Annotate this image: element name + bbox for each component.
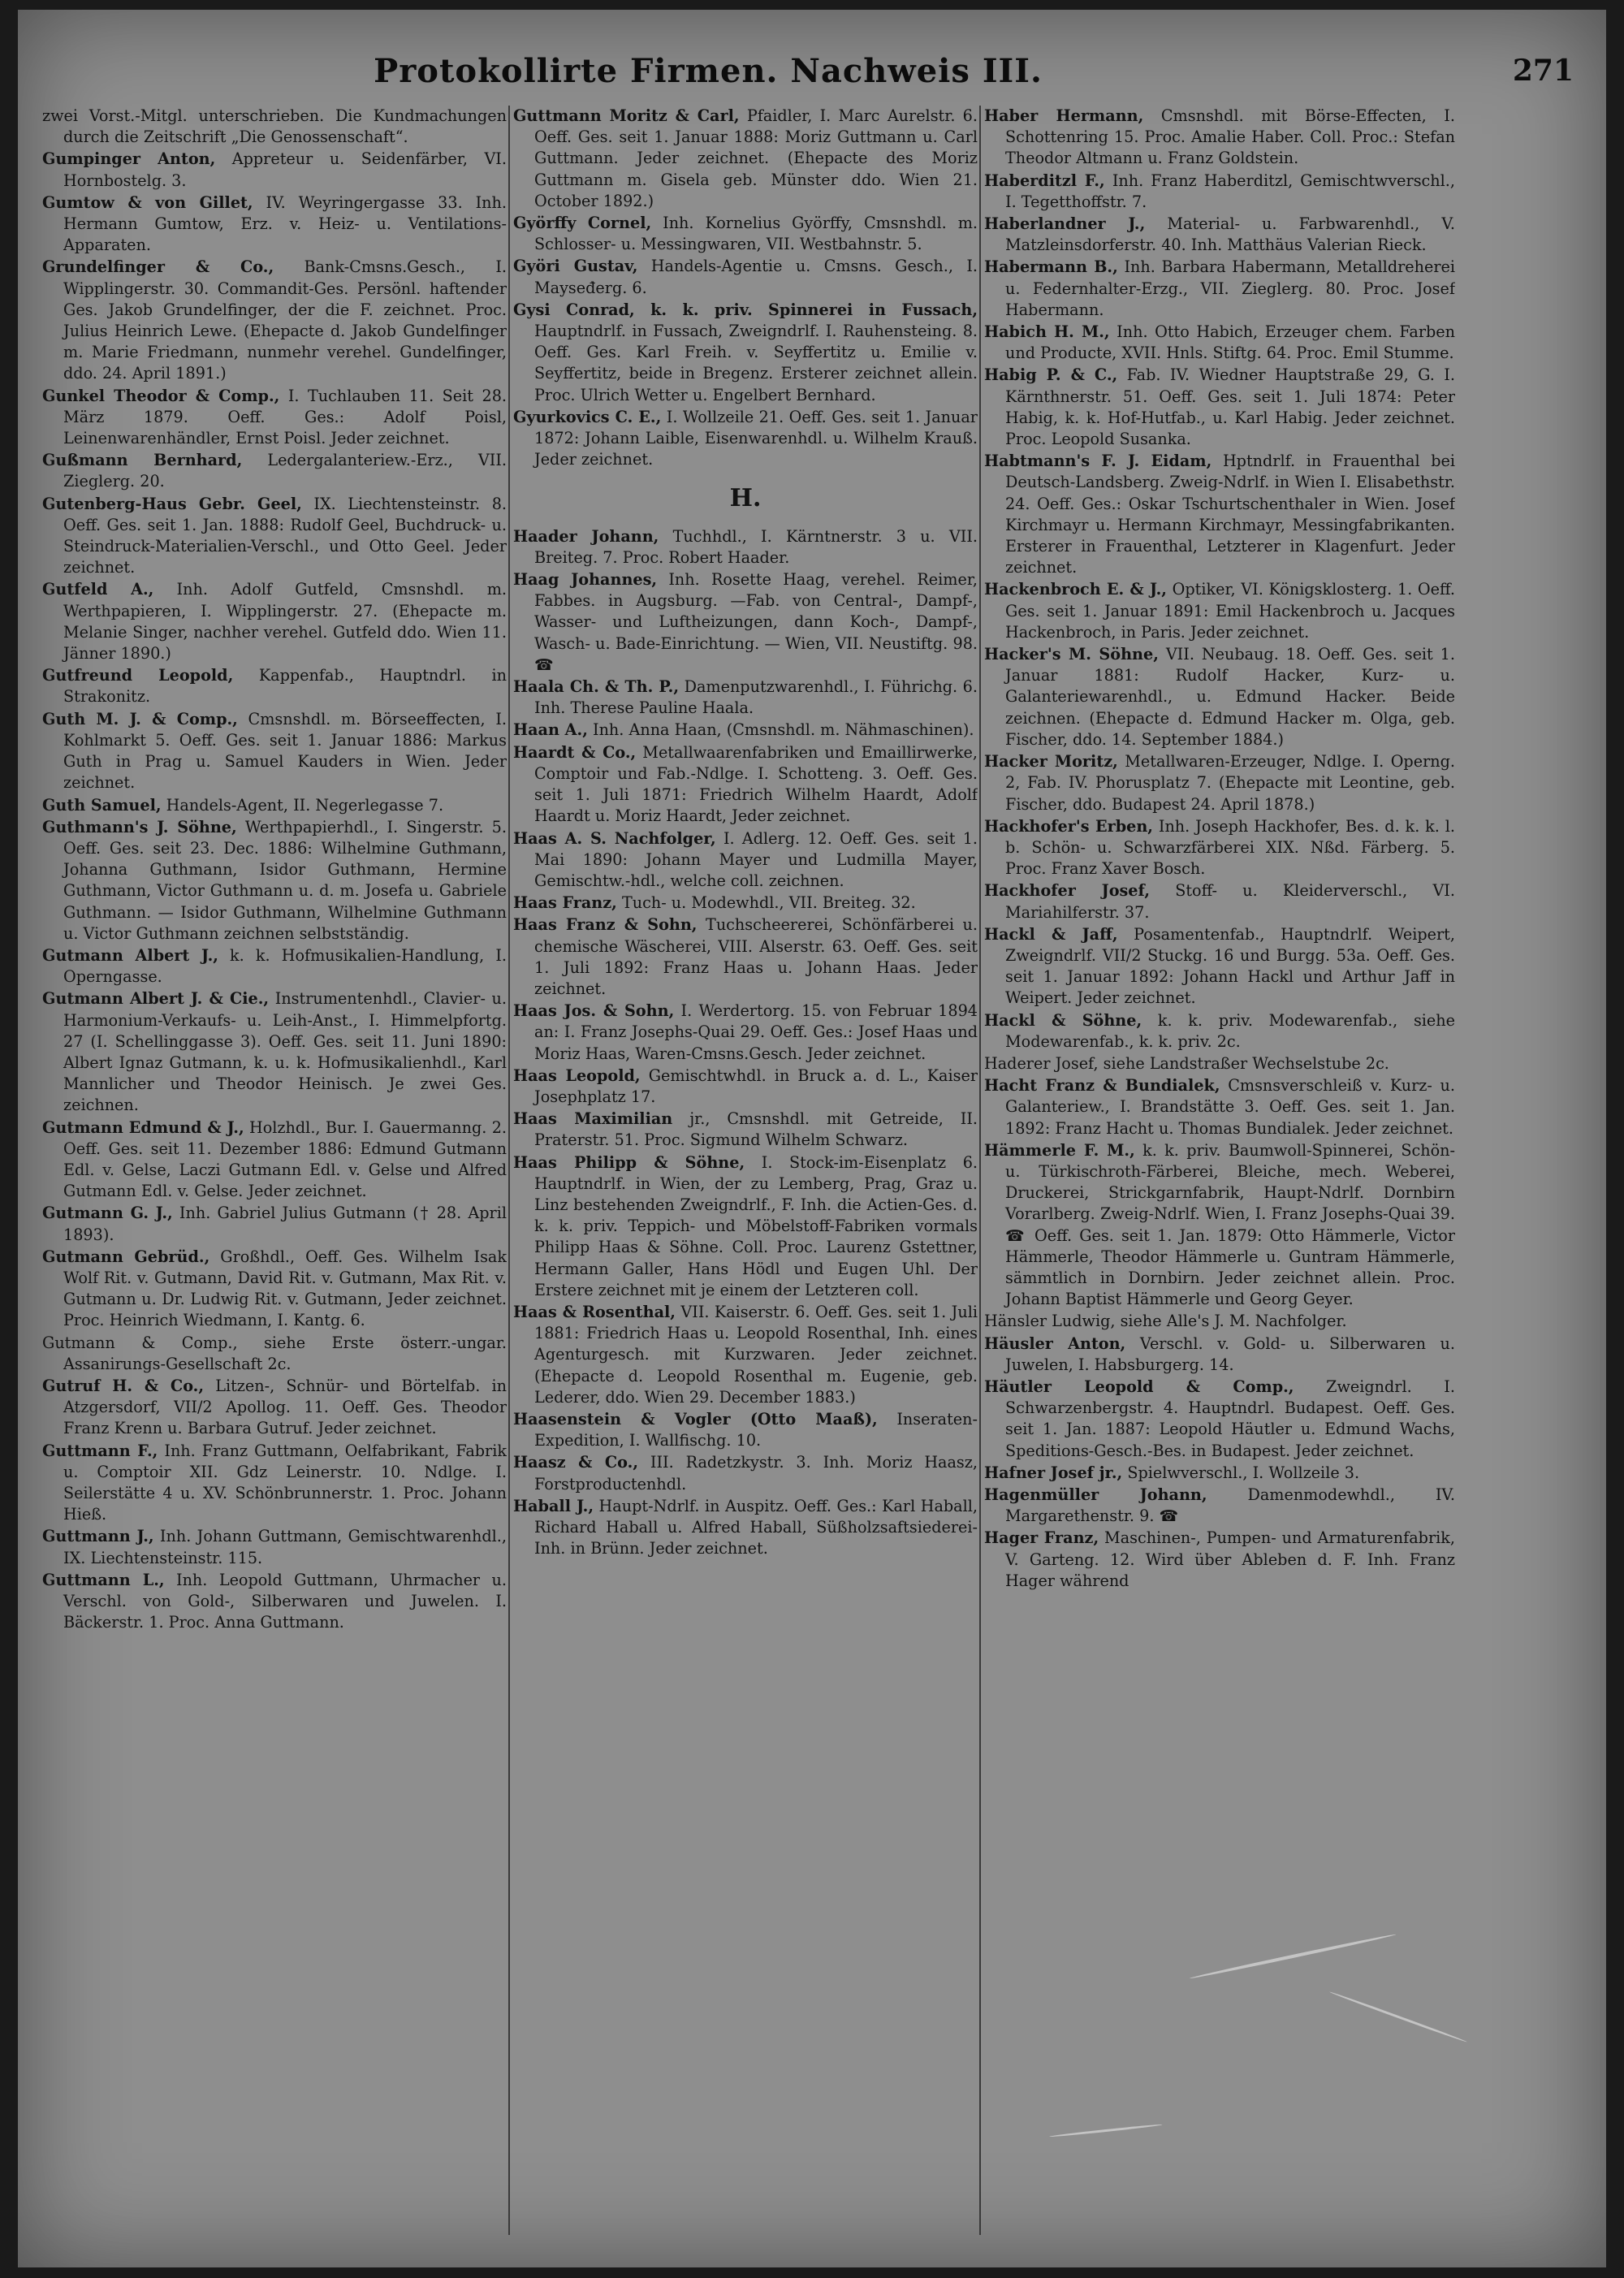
firm-name: Grundelfinger & Co., — [42, 257, 274, 277]
firm-name: Hagenmüller Johann, — [984, 1485, 1207, 1504]
firm-name: Haan A., — [513, 720, 588, 740]
firm-name: Habermann B., — [984, 257, 1118, 277]
firm-name: Haas A. S. Nachfolger, — [513, 828, 716, 848]
firm-name: Habich H. M., — [984, 322, 1110, 342]
firm-name: Guthmann's J. Söhne, — [42, 817, 237, 836]
firm-name: Guttmann F., — [42, 1441, 158, 1460]
firm-name: Gutenberg-Haus Gebr. Geel, — [42, 494, 302, 513]
firm-entry — [42, 192, 507, 257]
firm-name: Haasz & Co., — [513, 1453, 638, 1472]
firm-details: VII. Neubaug. 18. Oeff. Ges. seit 1. Januar 1881: Rudolf Hacker, Kurz- u. Galanteriewarenhdl., u. Edmund Hacker. Beide zeichnen. (Ehepacte d. Edmund Hacker m. Olga, geb. Fischer, ddo. 14. September 1884.) — [1005, 645, 1455, 749]
firm-entry — [513, 1001, 978, 1065]
firm-name: Gußmann Bernhard, — [42, 451, 243, 470]
firm-name: Hacker Moritz, — [984, 752, 1118, 772]
firm-entry — [42, 1333, 507, 1375]
column-divider — [508, 106, 510, 2235]
firm-name: Haas Jos. & Sohn, — [513, 1001, 675, 1021]
firm-details: k. k. priv. Modewarenfab., siehe Modewarenfab., k. k. priv. 2c. — [1005, 1010, 1455, 1051]
firm-entry — [984, 365, 1455, 450]
firm-details: Inseraten-Expedition, I. Wallfischg. 10. — [534, 1409, 978, 1450]
firm-details: k. k. priv. Baumwoll-Spinnerei, Schön- u. Türkischroth-Färberei, Bleiche, mech. Weberei, Druckerei, Strickgarnfabrik, Haupt-Ndrlf. Dornbirn Vorarlberg. Zweig-Ndrlf. Wien, I. Franz Josephs-Quai 39. ☎ Oeff. Ges. seit 1. Jan. 1879: Otto Hämmerle, Victor Hämmerle, Theodor Hämmerle u. Guntram Hämmerle, sämmtlich in Dornbirn. Jeder zeichnet allein. Proc. Johann Baptist Hämmerle und Georg Geyer. — [1005, 1140, 1455, 1309]
firm-details: Hänsler Ludwig, siehe Alle's J. M. Nachfolger. — [984, 1312, 1347, 1331]
firm-details: Cmsnshdl. m. Börseeffecten, I. Kohlmarkt 5. Oeff. Ges. seit 1. Januar 1886: Markus Guth in Prag u. Samuel Kauders in Wien. Jeder zeichnet. — [63, 709, 507, 793]
firm-entry — [984, 1010, 1455, 1053]
firm-name: Haas & Rosenthal, — [513, 1302, 676, 1321]
firm-entry — [42, 450, 507, 492]
firm-name: Hacker's M. Söhne, — [984, 645, 1159, 664]
firm-name: Haber Hermann, — [984, 106, 1144, 125]
firm-name: Gunkel Theodor & Comp., — [42, 386, 280, 405]
firm-entry — [984, 751, 1455, 815]
firm-entry — [42, 579, 507, 664]
firm-name: Haardt & Co., — [513, 742, 637, 762]
firm-details: I. Werdertorg. 15. von Februar 1894 an: I. Franz Josephs-Quai 29. Oeff. Ges.: Josef Haas und Moriz Haas, Waren-Cmsns.Gesch. Jeder zeichnet. — [534, 1001, 978, 1063]
firm-entry — [42, 988, 507, 1116]
firm-entry — [42, 945, 507, 988]
firm-name: Hämmerle F. M., — [984, 1140, 1135, 1160]
firm-entry — [984, 1485, 1455, 1527]
firm-details: Metallwaarenfabriken und Emaillirwerke, Comptoir und Fab.-Ndlge. I. Schotteng. 3. Oeff. Ges. seit 1. Juli 1871: Friedrich Wilhelm Haardt, Adolf Haardt u. Moriz Haardt, Jeder zeichnet. — [534, 742, 978, 826]
firm-name: Haader Johann, — [513, 526, 659, 546]
firm-details: Großhdl., Oeff. Ges. Wilhelm Isak Wolf Rit. v. Gutmann, David Rit. v. Gutmann, Max Rit. v. Gutmann u. Dr. Ludwig Rit. v. Gutmann, Jeder zeichnet. Proc. Heinrich Wiedmann, I. Kantg. 6. — [63, 1247, 507, 1330]
firm-entry — [42, 386, 507, 450]
firm-details: Inh. Kornelius Györffy, Cmsnshdl. m. Schlosser- u. Messingwaren, VII. Westbahnstr. 5. — [534, 214, 978, 254]
firm-details: Inh. Johann Guttmann, Gemischtwarenhdl., IX. Liechtensteinstr. 115. — [63, 1527, 507, 1567]
firm-name: Hacht Franz & Bundialek, — [984, 1076, 1220, 1096]
firm-entry — [513, 256, 978, 298]
firm-entry — [42, 665, 507, 707]
firm-entry — [513, 742, 978, 828]
firm-details: Holzhdl., Bur. I. Gauermanng. 2. Oeff. Ges. seit 11. Dezember 1886: Edmund Gutmann Edl. v. Gelse, Laczi Gutmann Edl. v. Gelse und Alfred Gutmann Edl. v. Gelse. Jeder zeichnet. — [63, 1117, 507, 1201]
firm-details: I. Stock-im-Eisenplatz 6. Hauptndrlf. in Wien, der zu Lemberg, Prag, Graz u. Linz bestehenden Zweigndrlf., F. Inh. die Actien-Ges. d. k. k. priv. Teppich- und Möbelstoff-Fabriken vormals Philipp Haas & Söhne. Coll. Proc. Laurenz Gstettner, Hermann Galler, Hans Hödl und Eugen Uhl. Der Erstere zeichnet mit je einem der Letzteren coll. — [534, 1152, 978, 1299]
firm-entry — [984, 1053, 1455, 1074]
firm-details: Inh. Anna Haan, (Cmsnshdl. m. Nähmaschinen). — [592, 720, 974, 740]
firm-details: Inh. Franz Guttmann, Oelfabrikant, Fabrik u. Comptoir XII. Gdz Leinerstr. 10. Ndlge. I. Seilerstätte 4 u. XV. Schönbrunnerstr. 1. Proc. Johann Hieß. — [63, 1441, 507, 1524]
firm-entry — [513, 893, 978, 914]
text-column-middle — [513, 106, 978, 2243]
firm-name: Gysi Conrad, k. k. priv. Spinnerei in Fussach, — [513, 300, 978, 319]
firm-details: Tuch- u. Modewhdl., VII. Breiteg. 32. — [621, 893, 916, 913]
firm-name: Gumpinger Anton, — [42, 149, 216, 169]
firm-entry — [513, 1452, 978, 1494]
firm-entry — [984, 171, 1455, 213]
firm-entry — [513, 569, 978, 676]
firm-name: Guttmann Moritz & Carl, — [513, 106, 740, 125]
firm-details: Optiker, VI. Königsklosterg. 1. Oeff. Ges. seit 1. Januar 1891: Emil Hackenbroch u. Jacques Hackenbroch, in Paris. Jeder zeichnet. — [1005, 580, 1455, 642]
firm-name: Hackhofer's Erben, — [984, 816, 1153, 836]
firm-entry — [42, 257, 507, 384]
firm-details: zwei Vorst.-Mitgl. unterschrieben. Die Kundmachungen durch die Zeitschrift „Die Genossenschaft“. — [42, 106, 507, 147]
firm-details: Inh. Joseph Hackhofer, Bes. d. k. k. l. b. Schön- u. Schwarzfärberei XIX. Nßd. Färberg. 5. Proc. Franz Xaver Bosch. — [1005, 816, 1455, 879]
firm-name: Gyurkovics C. E., — [513, 407, 662, 426]
firm-details: Fab. IV. Wiedner Hauptstraße 29, G. I. Kärnthnerstr. 51. Oeff. Ges. seit 1. Juli 1874: Peter Habig, k. k. Hof-Hutfab., u. Karl Habig. Jeder zeichnet. Proc. Leopold Susanka. — [1005, 365, 1455, 449]
page-header — [18, 52, 1606, 109]
document-page — [18, 10, 1606, 2267]
firm-entry — [984, 1463, 1455, 1484]
firm-entry — [984, 257, 1455, 321]
firm-name: Hackl & Jaff, — [984, 924, 1118, 944]
firm-name: Haberditzl F., — [984, 171, 1105, 190]
firm-details: Werthpapierhdl., I. Singerstr. 5. Oeff. Ges. seit 23. Dec. 1886: Wilhelmine Guthmann, Johanna Guthmann, Isidor Guthmann, Hermine Guthmann, Victor Guthmann u. d. m. Josefa u. Gabriele Guthmann. — Isidor Guthmann, Wilhelmine Guthmann u. Victor Guthmann zeichnen selbstständig. — [63, 817, 507, 943]
firm-details: Damenmodewhdl., IV. Margarethenstr. 9. ☎ — [1005, 1485, 1455, 1526]
firm-entry — [984, 451, 1455, 578]
firm-name: Hafner Josef jr., — [984, 1463, 1123, 1482]
firm-entry — [984, 214, 1455, 256]
firm-details: IX. Liechtensteinstr. 8. Oeff. Ges. seit 1. Jan. 1888: Rudolf Geel, Buchdruck- u. Steindruck-Materialien-Verschl., und Otto Geel. Jeder zeichnet. — [63, 494, 507, 577]
firm-name: Haala Ch. & Th. P., — [513, 677, 680, 697]
firm-entry — [984, 924, 1455, 1009]
firm-name: Hager Franz, — [984, 1528, 1099, 1548]
firm-entry — [984, 1528, 1455, 1592]
firm-name: Györffy Cornel, — [513, 214, 652, 233]
firm-entry — [42, 1247, 507, 1332]
firm-details: jr., Cmsnshdl. mit Getreide, II. Praterstr. 51. Proc. Sigmund Wilhelm Schwarz. — [534, 1109, 978, 1150]
firm-details: Maschinen-, Pumpen- und Armaturenfabrik, V. Garteng. 12. Wird über Ableben d. F. Inh. Franz Hager während — [1005, 1528, 1455, 1590]
firm-details: Inh. Otto Habich, Erzeuger chem. Farben und Producte, XVII. Hnls. Stiftg. 64. Proc. Emil Stumme. — [1005, 322, 1455, 363]
firm-entry — [984, 880, 1455, 923]
firm-name: Gumtow & von Gillet, — [42, 192, 253, 212]
firm-entry — [984, 1334, 1455, 1376]
firm-name: Guth Samuel, — [42, 795, 162, 815]
firm-details: Haupt-Ndrlf. in Auspitz. Oeff. Ges.: Karl Haball, Richard Haball u. Alfred Haball, Süßholzsaftsiederei-Inh. in Brünn. Jeder zeichnet. — [534, 1496, 978, 1558]
firm-name: Guttmann J., — [42, 1527, 154, 1546]
firm-entry — [42, 709, 507, 794]
firm-entry — [513, 300, 978, 406]
firm-entry — [513, 526, 978, 568]
firm-details: Cmsnshdl. mit Börse-Effecten, I. Schottenring 15. Proc. Amalie Haber. Coll. Proc.: Stefan Theodor Altmann u. Franz Goldstein. — [1005, 106, 1455, 168]
firm-details: Verschl. v. Gold- u. Silberwaren u. Juwelen, I. Habsburgerg. 14. — [1005, 1334, 1455, 1374]
firm-details: Zweigndrl. I. Schwarzenbergstr. 4. Hauptndrl. Budapest. Oeff. Ges. seit 1. Jan. 1887: Leopold Häutler u. Edmund Wachs, Speditions-Gesch.-Bes. in Budapest. Jeder zeichnet. — [1005, 1377, 1455, 1460]
firm-name: Haberlandner J., — [984, 214, 1146, 234]
firm-name: Haasenstein & Vogler (Otto Maaß), — [513, 1409, 878, 1429]
firm-entry — [42, 1117, 507, 1203]
firm-name: Haag Johannes, — [513, 570, 658, 590]
firm-name: Häutler Leopold & Comp., — [984, 1377, 1294, 1396]
firm-details: Ledergalanteriew.-Erz., VII. Zieglerg. 20. — [63, 451, 507, 491]
firm-details: Haderer Josef, siehe Landstraßer Wechselstube 2c. — [984, 1053, 1389, 1073]
firm-entry — [513, 1409, 978, 1451]
firm-entry — [513, 1109, 978, 1151]
firm-entry — [984, 1140, 1455, 1311]
firm-details: Hptndrlf. in Frauenthal bei Deutsch-Landsberg. Zweig-Ndrlf. in Wien I. Elisabethstr. 24. Oeff. Ges.: Oskar Tschurtschenthaler in Wien. Josef Kirchmayr u. Hermann Kirchmayr, Messingfabrikanten. Ersterer in Frauenthal, Letzterer in Klagenfurt. Jeder zeichnet. — [1005, 452, 1455, 577]
firm-name: Guth M. J. & Comp., — [42, 709, 238, 728]
column-divider — [979, 106, 981, 2235]
firm-entry — [513, 407, 978, 471]
firm-entry — [513, 106, 978, 212]
page-number: 271 — [1512, 54, 1574, 88]
firm-details: Metallwaren-Erzeuger, Ndlge. I. Operng. 2, Fab. IV. Phorusplatz 7. (Ehepacte mit Leontine, geb. Fischer, ddo. Budapest 24. April 1878.) — [1005, 752, 1455, 814]
firm-name: Häusler Anton, — [984, 1334, 1126, 1353]
firm-entry — [984, 322, 1455, 364]
section-letter: H. — [729, 484, 762, 513]
firm-details: I. Wollzeile 21. Oeff. Ges. seit 1. Januar 1872: Johann Laible, Eisenwarenhdl. u. Wilhelm Krauß. Jeder zeichnet. — [534, 407, 978, 469]
firm-name: Haas Franz & Sohn, — [513, 915, 698, 935]
firm-entry — [984, 816, 1455, 880]
firm-details: Inh. Leopold Guttmann, Uhrmacher u. Verschl. von Gold-, Silberwaren und Juwelen. I. Bäckerstr. 1. Proc. Anna Guttmann. — [63, 1570, 507, 1632]
firm-details: Hauptndrlf. in Fussach, Zweigndrlf. I. Rauhensteing. 8. Oeff. Ges. Karl Freih. v. Seyffertitz u. Emilie v. Seyffertitz, beide in Bregenz. Ersterer zeichnet allein. Proc. Ulrich Wetter u. Engelbert Bernhard. — [534, 322, 978, 404]
firm-details: Posamentenfab., Hauptndrlf. Weipert, Zweigndrlf. VII/2 Stuckg. 16 und Burgg. 53a. Oeff. Ges. seit 1. Januar 1892: Johann Hackl und Arthur Jaff in Weipert. Jeder zeichnet. — [1005, 924, 1455, 1008]
firm-entry — [984, 579, 1455, 643]
page-title: Protokollirte Firmen. Nachweis III. — [374, 52, 1043, 90]
firm-details: I. Adlerg. 12. Oeff. Ges. seit 1. Mai 1890: Johann Mayer und Ludmilla Mayer, Gemischtw.-hdl., welche coll. zeichnen. — [534, 828, 978, 890]
firm-name: Haas Leopold, — [513, 1066, 641, 1085]
firm-details: Tuchscheererei, Schönfärberei u. chemische Wäscherei, VIII. Alserstr. 63. Oeff. Ges. seit 1. Juli 1892: Franz Haas u. Johann Haas. Jeder zeichnet. — [534, 915, 978, 998]
firm-name: Gutruf H. & Co., — [42, 1376, 205, 1395]
firm-entry — [513, 213, 978, 255]
firm-name: Gutmann Albert J. & Cie., — [42, 989, 270, 1009]
firm-name: Gutmann Edmund & J., — [42, 1117, 244, 1137]
firm-name: Habig P. & C., — [984, 365, 1118, 385]
firm-name: Gutmann G. J., — [42, 1204, 173, 1223]
firm-details: Litzen-, Schnür- und Börtelfab. in Atzgersdorf, VII/2 Apollog. 11. Oeff. Ges. Theodor Franz Krenn u. Barbara Gutruf. Jeder zeichnet. — [63, 1376, 507, 1438]
firm-entry — [42, 494, 507, 579]
firm-details: Damenputzwarenhdl., I. Führichg. 6. Inh. Therese Pauline Haala. — [534, 677, 978, 718]
firm-entry — [42, 1441, 507, 1526]
firm-name: Gutfreund Leopold, — [42, 666, 234, 685]
firm-entry — [513, 1302, 978, 1408]
firm-name: Haas Maximilian — [513, 1109, 673, 1129]
firm-name: Haas Franz, — [513, 893, 617, 913]
firm-details: Handels-Agent, II. Negerlegasse 7. — [166, 795, 444, 815]
firm-details: Inh. Rosette Haag, verehel. Reimer, Fabbes. in Augsburg. —Fab. von Central-, Dampf-, Wasser- und Luftheizungen, dann Koch-, Dampf-, Wasch- u. Bade-Einrichtung. — Wien, VII. Neustiftg. 98. ☎ — [534, 570, 978, 674]
firm-entry — [42, 149, 507, 191]
firm-name: Györi Gustav, — [513, 257, 638, 276]
firm-entry — [984, 1377, 1455, 1462]
firm-name: Habtmann's F. J. Eidam, — [984, 452, 1212, 471]
firm-entry — [513, 1152, 978, 1301]
firm-entry — [984, 106, 1455, 170]
firm-details: Tuchhdl., I. Kärntnerstr. 3 u. VII. Breiteg. 7. Proc. Robert Haader. — [534, 526, 978, 567]
firm-entry — [42, 1570, 507, 1634]
firm-entry — [42, 106, 507, 148]
firm-details: Cmsnsverschleiß v. Kurz- u. Galanteriew., I. Brandstätte 3. Oeff. Ges. seit 1. Jan. 1892: Franz Hacht u. Thomas Bundialek. Jeder zeichnet. — [1005, 1076, 1455, 1138]
firm-details: Inh. Gabriel Julius Gutmann († 28. April 1893). — [63, 1204, 507, 1244]
firm-entry — [42, 1203, 507, 1245]
firm-details: III. Radetzkystr. 3. Inh. Moriz Haasz, Forstproductenhdl. — [534, 1453, 978, 1493]
text-column-right — [984, 106, 1455, 2243]
firm-details: IV. Weyringergasse 33. Inh. Hermann Gumtow, Erz. v. Heiz- u. Ventilations-Apparaten. — [63, 192, 507, 255]
firm-name: Haas Philipp & Söhne, — [513, 1152, 745, 1172]
firm-entry — [42, 817, 507, 944]
firm-details: Handels-Agentie u. Cmsns. Gesch., I. Mayseđerg. 6. — [534, 257, 978, 297]
firm-name: Guttmann L., — [42, 1570, 165, 1589]
firm-name: Hackenbroch E. & J., — [984, 580, 1167, 599]
firm-entry — [984, 1311, 1455, 1332]
firm-entry — [42, 1376, 507, 1440]
firm-entry — [984, 1075, 1455, 1139]
firm-entry — [513, 828, 978, 893]
firm-entry — [42, 1526, 507, 1568]
firm-entry — [513, 676, 978, 719]
firm-details: Kappenfab., Hauptndrl. in Strakonitz. — [63, 666, 507, 707]
firm-details: Stoff- u. Kleiderverschl., VI. Mariahilferstr. 37. — [1005, 881, 1455, 922]
firm-details: Spielwverschl., I. Wollzeile 3. — [1127, 1463, 1360, 1482]
firm-name: Gutmann Gebrüd., — [42, 1247, 210, 1266]
firm-details: k. k. Hofmusikalien-Handlung, I. Operngasse. — [63, 945, 507, 987]
firm-name: Haball J., — [513, 1496, 594, 1515]
firm-details: Inh. Barbara Habermann, Metalldreherei u. Federnhalter-Erzg., VII. Zieglerg. 80. Proc. Josef Habermann. — [1005, 257, 1455, 319]
firm-details: Appreteur u. Seidenfärber, VI. Hornbostelg. 3. — [63, 149, 507, 190]
firm-details: Instrumentenhdl., Clavier- u. Harmonium-Verkaufs- u. Leih-Anst., I. Himmelpfortg. 27 (I. Schellinggasse 3). Oeff. Ges. seit 11. Juni 1890: Albert Ignaz Gutmann, k. u. k. Hofmusikalienhdl., Karl Mannlicher und Theodor Heinisch. Je zwei Ges. zeichnen. — [63, 989, 507, 1115]
firm-details: Pfaidler, I. Marc Aurelstr. 6. Oeff. Ges. seit 1. Januar 1888: Moriz Guttmann u. Carl Guttmann. Jeder zeichnet. (Ehepacte des Moriz Guttmann m. Gisela geb. Münster ddo. Wien 21. October 1892.) — [534, 106, 978, 210]
firm-details: Inh. Franz Haberditzl, Gemischtwverschl., I. Tegetthoffstr. 7. — [1005, 171, 1455, 211]
firm-entry — [513, 914, 978, 1000]
firm-entry — [42, 795, 507, 816]
firm-entry — [513, 720, 978, 741]
firm-name: Hackl & Söhne, — [984, 1010, 1142, 1030]
firm-details: Bank-Cmsns.Gesch., I. Wipplingerstr. 30. Commandit-Ges. Persönl. haftender Ges. Jakob Grundelfinger, der die F. zeichnet. Proc. Julius Heinrich Lewe. (Ehepacte d. Jakob Gundelfinger m. Marie Friedmann, nunmehr verehel. Gundelfinger, ddo. 24. April 1891.) — [63, 257, 507, 383]
firm-name: Gutfeld A., — [42, 580, 154, 599]
firm-details: Gutmann & Comp., siehe Erste österr.-ungar. Assanirungs-Gesellschaft 2c. — [42, 1333, 507, 1373]
firm-entry — [513, 1496, 978, 1560]
firm-details: Inh. Adolf Gutfeld, Cmsnshdl. m. Werthpapieren, I. Wipplingerstr. 27. (Ehepacte m. Melanie Singer, nachher verehel. Gutfeld ddo. Wien 11. Jänner 1890.) — [63, 580, 507, 664]
firm-details: I. Tuchlauben 11. Seit 28. März 1879. Oeff. Ges.: Adolf Poisl, Leinenwarenhändler, Ernst Poisl. Jeder zeichnet. — [63, 386, 507, 448]
firm-entry — [513, 1066, 978, 1108]
firm-name: Hackhofer Josef, — [984, 881, 1151, 901]
text-column-left — [42, 106, 507, 2243]
firm-details: VII. Kaiserstr. 6. Oeff. Ges. seit 1. Juli 1881: Friedrich Haas u. Leopold Rosenthal, Inh. eines Agenturgesch. mit Kurzwaren. Jeder zeichnet. (Ehepacte d. Leopold Rosenthal m. Eugenie, geb. Lederer, ddo. Wien 29. December 1883.) — [534, 1302, 978, 1407]
firm-name: Gutmann Albert J., — [42, 945, 218, 965]
firm-details: Material- u. Farbwarenhdl., V. Matzleinsdorferstr. 40. Inh. Matthäus Valerian Rieck. — [1005, 214, 1455, 255]
firm-entry — [984, 644, 1455, 750]
firm-details: Gemischtwhdl. in Bruck a. d. L., Kaiser Josephplatz 17. — [534, 1066, 978, 1106]
